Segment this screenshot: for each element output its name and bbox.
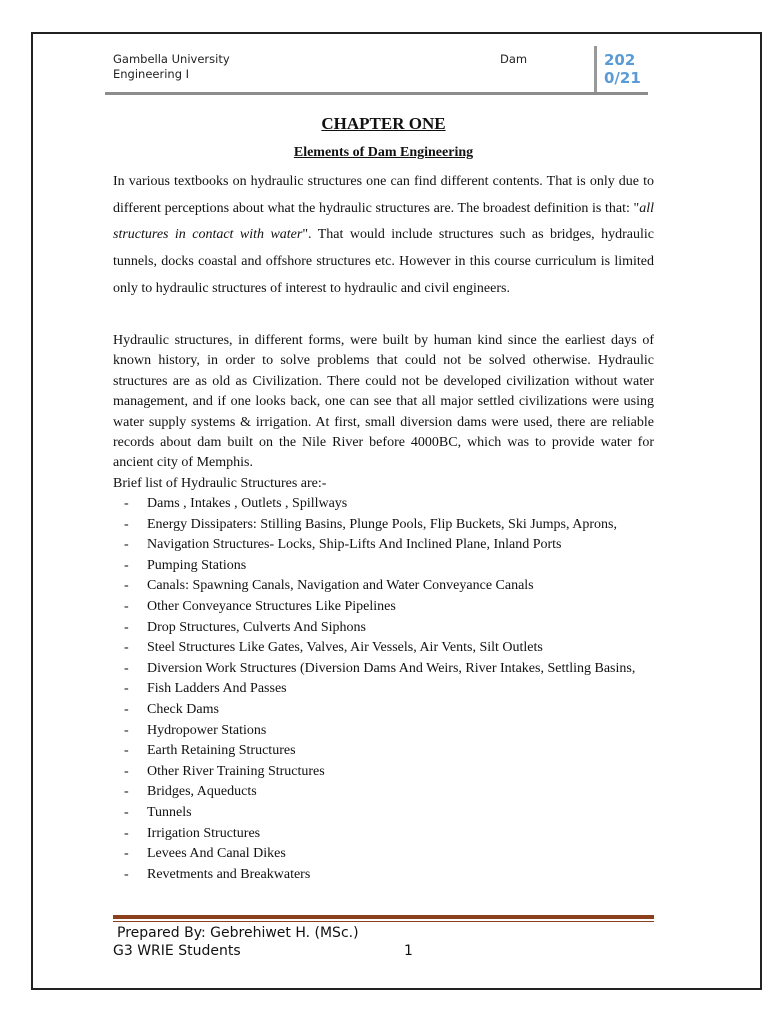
list-item-text: Other River Training Structures (147, 763, 325, 779)
header-topic: Dam (500, 52, 528, 66)
list-item-text: Revetments and Breakwaters (147, 866, 311, 882)
chapter-title: CHAPTER ONE (321, 114, 446, 133)
list-item-text: Dams , Intakes , Outlets , Spillways (147, 496, 348, 511)
list-item (113, 782, 658, 803)
list-bullet: - (124, 619, 129, 635)
footer-credits (113, 924, 359, 960)
list-item (113, 721, 658, 742)
list-intro: Brief list of Hydraulic Structures are:- (113, 476, 327, 491)
footer-prepared-by: Prepared By: Gebrehiwet H. (MSc.) (117, 925, 359, 941)
list-bullet: - (124, 743, 129, 759)
footer-rule-thin (113, 921, 654, 922)
list-item-text: Navigation Structures- Locks, Ship-Lifts And Inclined Plane, Inland Ports (147, 537, 562, 553)
list-bullet: - (124, 537, 129, 553)
list-item (113, 700, 658, 721)
list-bullet: - (124, 722, 129, 738)
list-bullet: - (124, 640, 129, 656)
list-item-text: Diversion Work Structures (Diversion Dams And Weirs, River Intakes, Settling Basins, (147, 660, 636, 676)
list-item (113, 638, 658, 659)
list-bullet: - (124, 578, 129, 594)
list-item-text: Fish Ladders And Passes (147, 681, 287, 697)
list-item-text: Check Dams (147, 701, 219, 717)
list-bullet: - (124, 846, 129, 862)
list-item (113, 659, 658, 680)
list-item-text: Bridges, Aqueducts (147, 784, 257, 800)
list-bullet: - (124, 825, 129, 841)
list-item (113, 803, 658, 824)
intro-paragraph (113, 169, 654, 303)
list-item-text: Earth Retaining Structures (147, 743, 296, 759)
list-item (113, 618, 658, 639)
list-item-text: Steel Structures Like Gates, Valves, Air Vessels, Air Vents, Silt Outlets (147, 640, 543, 656)
list-item (113, 515, 658, 536)
list-bullet: - (124, 866, 129, 882)
header-year (604, 51, 641, 87)
list-item-text: Drop Structures, Culverts And Siphons (147, 619, 366, 635)
header-rule (105, 92, 648, 95)
list-bullet: - (124, 701, 129, 717)
footer-rule-thick (113, 915, 654, 919)
list-item-text: Levees And Canal Dikes (147, 846, 286, 862)
list-bullet: - (124, 763, 129, 779)
list-item (113, 741, 658, 762)
list-bullet: - (124, 557, 129, 573)
intro-quote: all structures in contact with water (113, 200, 654, 243)
list-item (113, 762, 658, 783)
header-year-part1: 202 (604, 51, 636, 69)
list-item (113, 679, 658, 700)
list-item-text: Other Conveyance Structures Like Pipelines (147, 598, 396, 614)
list-item-text: Energy Dissipaters: Stilling Basins, Plunge Pools, Flip Buckets, Ski Jumps, Aprons, (147, 516, 617, 532)
list-bullet: - (124, 516, 129, 532)
header-institution (113, 52, 230, 82)
history-paragraph: Hydraulic structures, in different forms, were built by human kind since the earliest days of known history, in order to solve problems that could not be solved otherwise. Hydraulic structures are as old as Civilization. There could not be developed civilization without water management, and if one looks back, one can see that all major settled civilizations were using water supply systems & irrigation. At first, small diversion dams were used, there are reliable records about dam built on the Nile River before 4000BC, which was to provide water for ancient city of Memphis. (113, 333, 654, 471)
list-bullet: - (124, 784, 129, 800)
list-item (113, 865, 658, 886)
list-item-text: Tunnels (147, 804, 192, 820)
footer-audience: G3 WRIE Students (113, 943, 241, 959)
list-item-text: Canals: Spawning Canals, Navigation and Water Conveyance Canals (147, 578, 534, 594)
list-bullet: - (124, 681, 129, 697)
header-year-part2: 0/21 (604, 69, 641, 87)
section-subtitle: Elements of Dam Engineering (293, 145, 474, 160)
header-course: Engineering I (113, 67, 190, 81)
list-bullet: - (124, 660, 129, 676)
list-item (113, 576, 658, 597)
list-item-text: Pumping Stations (147, 557, 247, 573)
intro-text-end: ". That would include structures such as bridges, hydraulic tunnels, docks coastal and offshore structures etc. However in this course curriculum is limited only to hydraulic structures of interest to hydraulic and civil engineers. (113, 227, 654, 296)
list-item (113, 494, 658, 515)
list-item-text: Irrigation Structures (147, 825, 261, 841)
list-bullet: - (124, 804, 129, 820)
header-university: Gambella University (113, 52, 230, 66)
list-bullet: - (124, 598, 129, 614)
list-item (113, 824, 658, 845)
list-item (113, 535, 658, 556)
hydraulic-structures-list (113, 494, 658, 885)
list-item (113, 597, 658, 618)
list-item (113, 844, 658, 865)
intro-text-start: In various textbooks on hydraulic structures one can find different contents. That is only due to different perceptions about what the hydraulic structures are. The broadest definition is that: " (113, 174, 654, 216)
list-bullet: - (124, 496, 129, 511)
page-number: 1 (404, 943, 413, 959)
list-item-text: Hydropower Stations (147, 722, 267, 738)
list-item (113, 556, 658, 577)
